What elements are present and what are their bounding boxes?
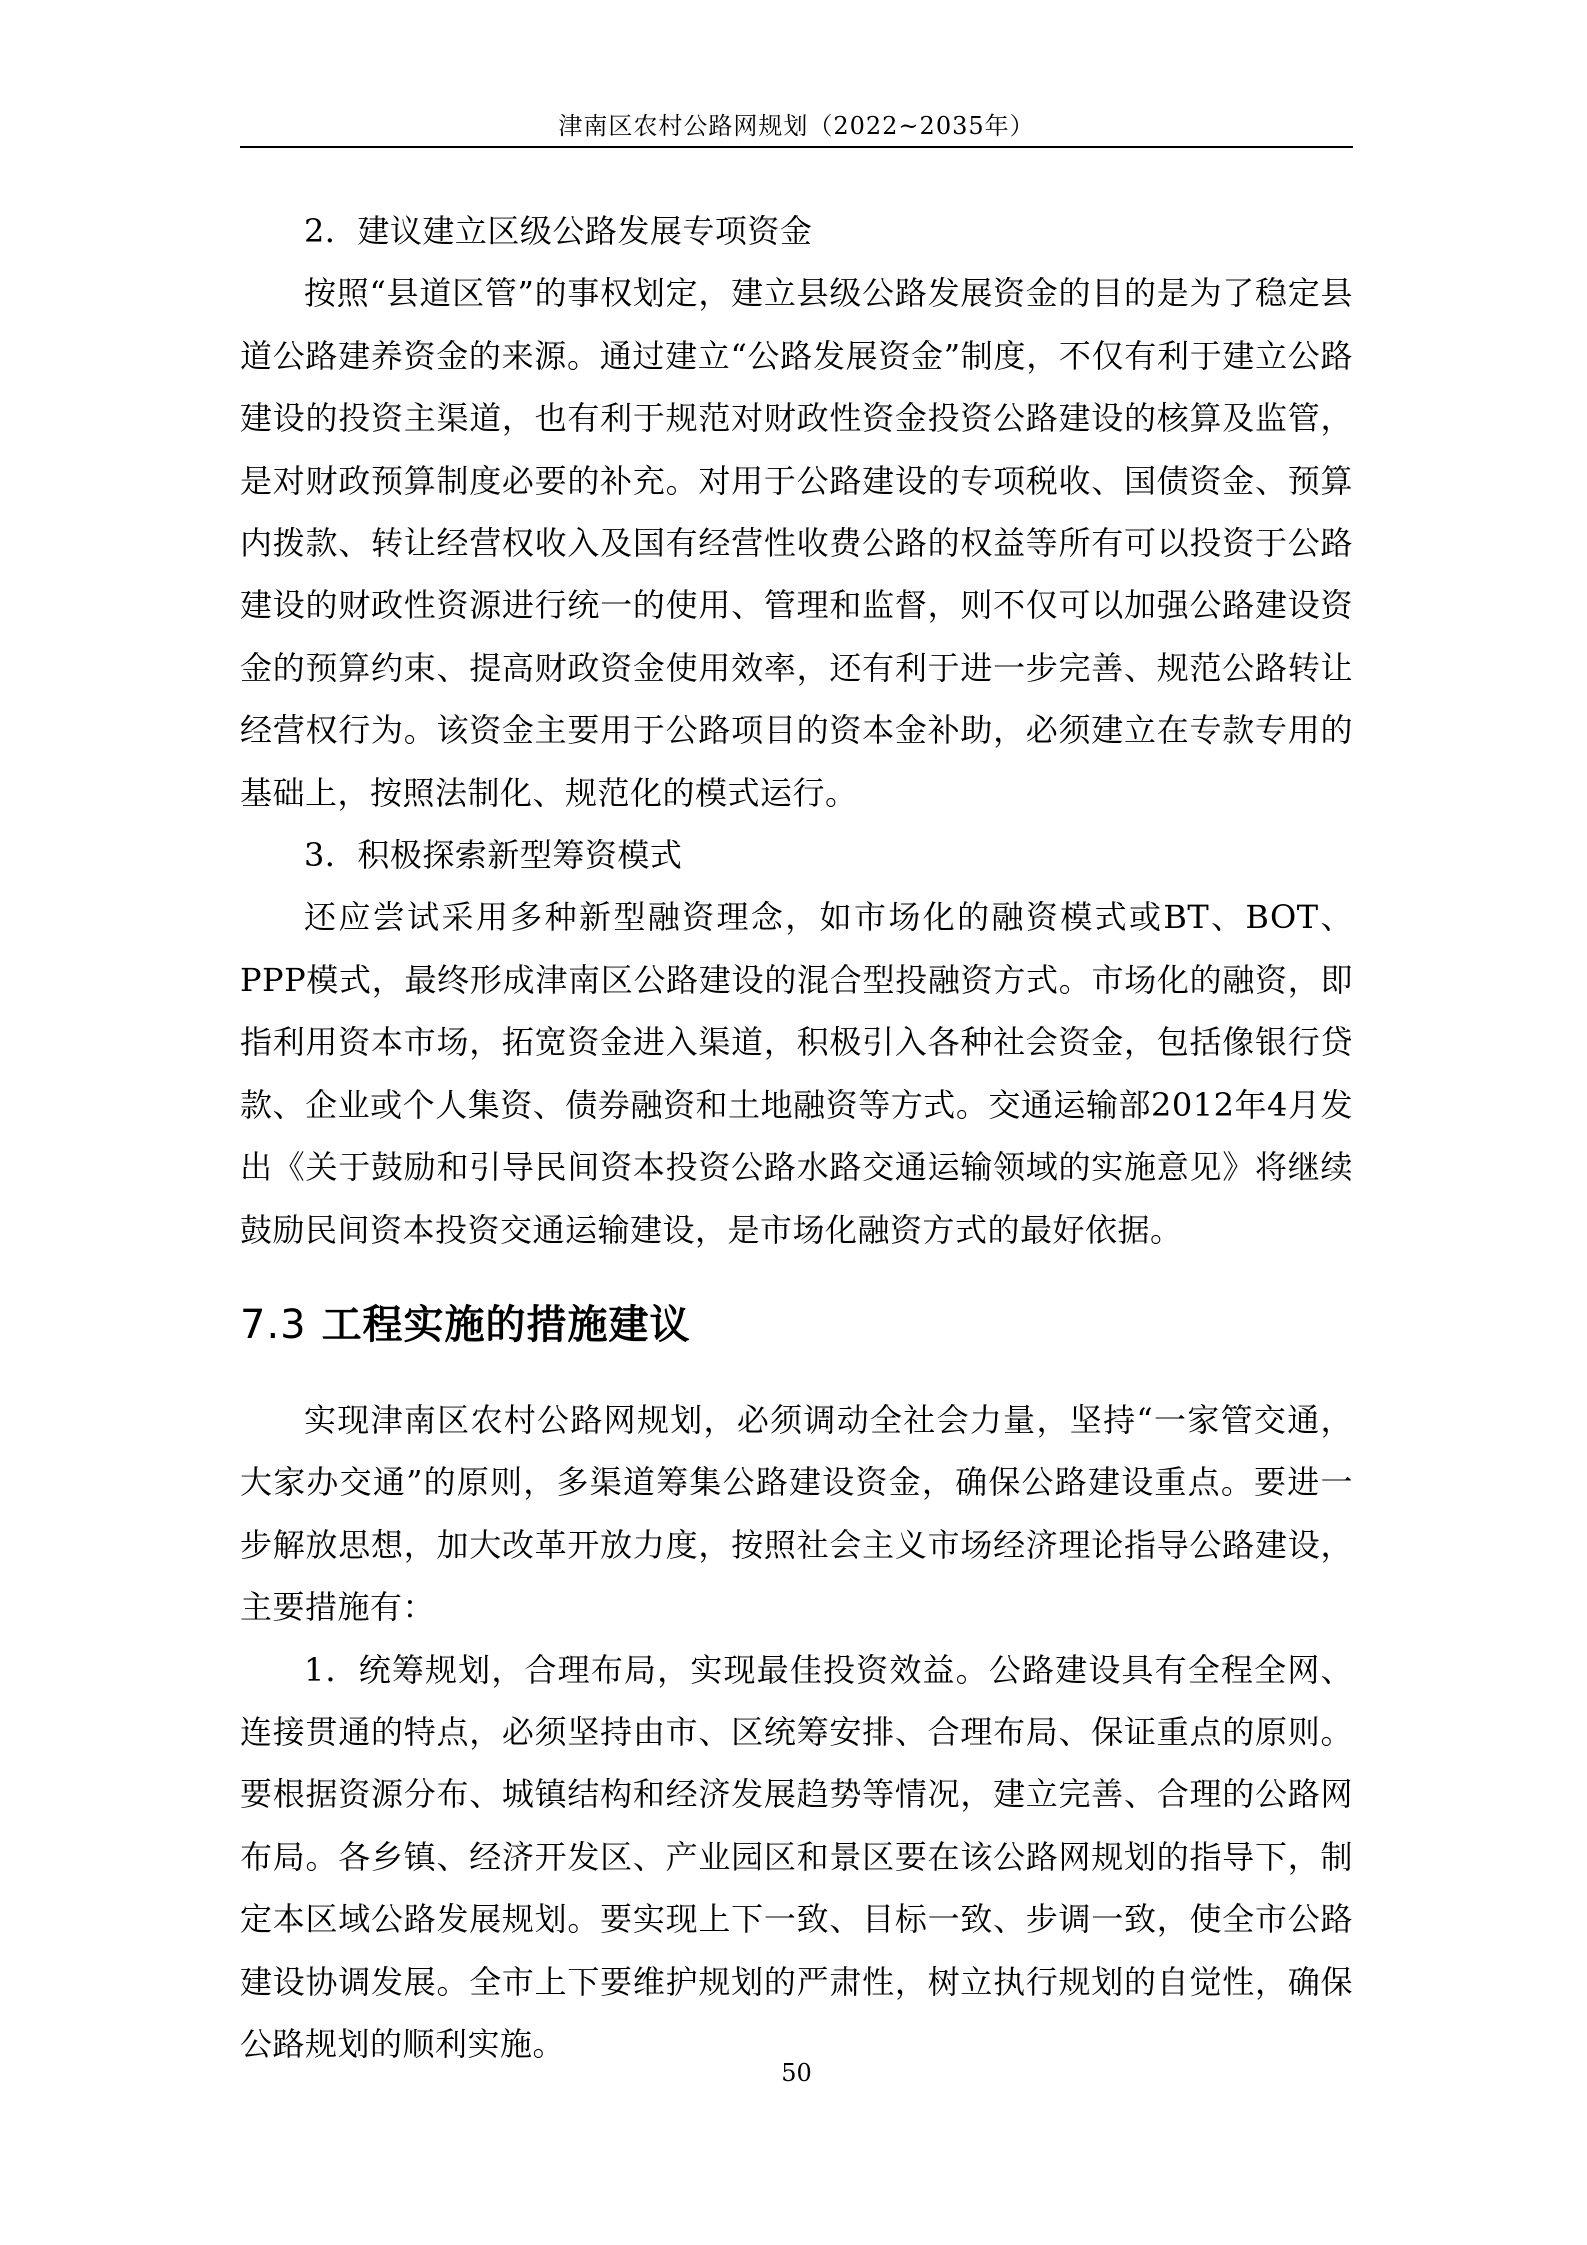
item-3-paragraph: 还应尝试采用多种新型融资理念，如市场化的融资模式或BT、BOT、PPP模式，最终形成津南区公路建设的混合型投融资方式。市场化的融资，即指利用资本市场，拓宽资金进入渠道，积极引入各种社会资金，包括像银行贷款、企业或个人集资、债券融资和土地融资等方式。交通运输部2012年4月发出《关于鼓励和引导民间资本投资公路水路交通运输领域的实施意见》将继续鼓励民间资本投资交通运输建设，是市场化融资方式的最好依据。	[240, 898, 1353, 1249]
section-number: 7.3	[240, 1301, 307, 1348]
measure-1-paragraph: 1．统筹规划，合理布局，实现最佳投资效益。公路建设具有全程全网、连接贯通的特点，必须坚持由市、区统筹安排、合理布局、保证重点的原则。要根据资源分布、城镇结构和经济发展趋势等情况，建立完善、合理的公路网布局。各乡镇、经济开发区、产业园区和景区要在该公路网规划的指导下，制定本区域公路发展规划。要实现上下一致、目标一致、步调一致，使全市公路建设协调发展。全市上下要维护规划的严肃性，树立执行规划的自觉性，确保公路规划的顺利实施。	[240, 1650, 1353, 2063]
item-3-heading: 3．积极探索新型筹资模式	[304, 836, 683, 875]
header-rule	[240, 146, 1353, 148]
item-2-paragraph: 按照“县道区管”的事权划定，建立县级公路发展资金的目的是为了稳定县道公路建养资金的来源。通过建立“公路发展资金”制度，不仅有利于建立公路建设的投资主渠道，也有利于规范对财政性资金投资公路建设的核算及监管，是对财政预算制度必要的补充。对用于公路建设的专项税收、国债资金、预算内拨款、转让经营权收入及国有经营性收费公路的权益等所有可以投资于公路建设的财政性资源进行统一的使用、管理和监督，则不仅可以加强公路建设资金的预算约束、提高财政资金使用效率，还有利于进一步完善、规范公路转让经营权行为。该资金主要用于公路项目的资本金补助，必须建立在专款专用的基础上，按照法制化、规范化的模式运行。	[240, 274, 1353, 812]
section-title: 工程实施的措施建议	[321, 1301, 691, 1348]
section-heading	[240, 1295, 1353, 1355]
page-content	[240, 200, 1353, 2075]
section-intro-paragraph: 实现津南区农村公路网规划，必须调动全社会力量，坚持“一家管交通，大家办交通”的原则，多渠道筹集公路建设资金，确保公路建设重点。要进一步解放思想，加大改革开放力度，按照社会主义市场经济理论指导公路建设，主要措施有：	[240, 1400, 1353, 1627]
running-header: 津南区农村公路网规划（2022~2035年）	[558, 112, 1035, 140]
item-2-heading: 2．建议建立区级公路发展专项资金	[304, 212, 813, 250]
page-number: 50	[781, 2059, 812, 2087]
